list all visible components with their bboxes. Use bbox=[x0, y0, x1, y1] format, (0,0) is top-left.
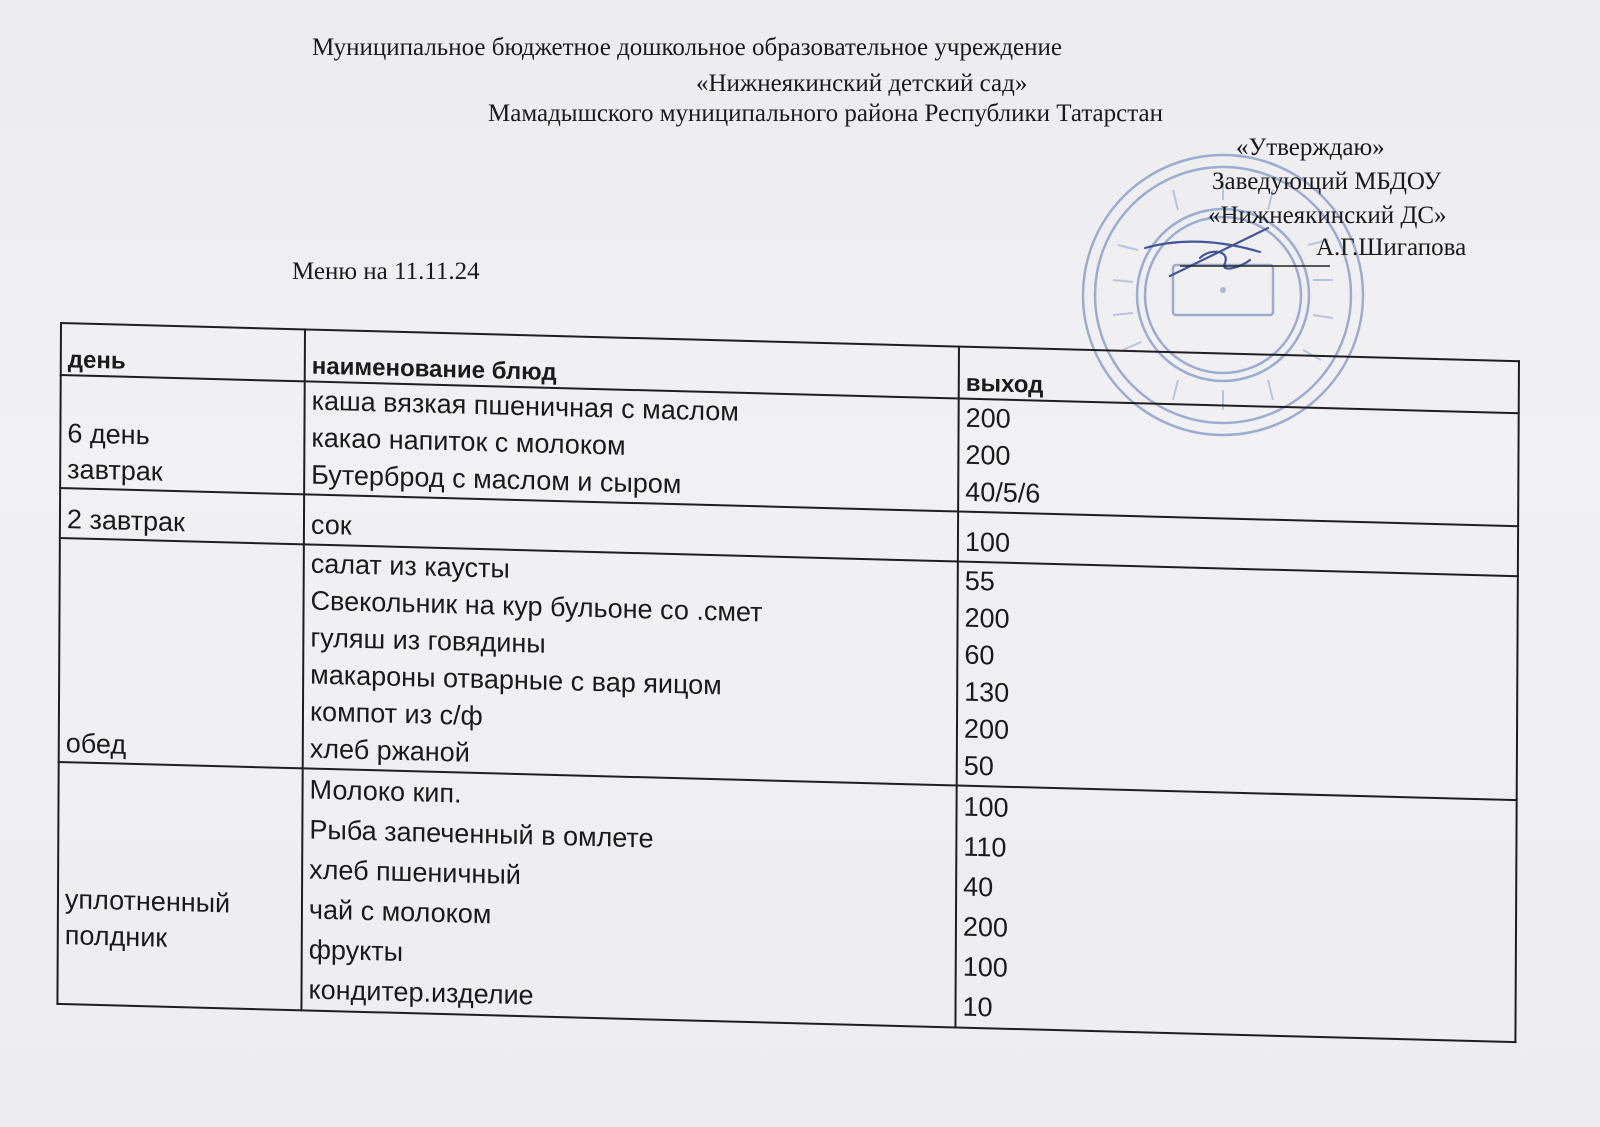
dish-name: фрукты bbox=[308, 934, 404, 967]
table-row bbox=[57, 762, 1516, 1042]
dish-cell bbox=[303, 544, 958, 785]
org-name-line2: «Нижнеякинский детский сад» bbox=[696, 70, 1028, 97]
dish-name: какао напиток с молоком bbox=[311, 422, 626, 461]
meal-label: завтрак bbox=[67, 454, 163, 487]
dish-output: 50 bbox=[963, 750, 994, 782]
dish-name: салат из каусты bbox=[310, 548, 510, 584]
meal-cell bbox=[60, 488, 304, 544]
dish-output: 55 bbox=[964, 565, 995, 597]
dish-cell bbox=[304, 381, 959, 511]
dish-name: каша вязкая пшеничная с маслом bbox=[311, 385, 740, 427]
dish-output: 100 bbox=[962, 951, 1008, 983]
org-name-line3: Мамадышского муниципального района Республики Татарстан bbox=[488, 100, 1163, 127]
meal-label: 2 завтрак bbox=[66, 504, 185, 538]
dish-output: 110 bbox=[963, 831, 1007, 863]
dish-name: чай с молоком bbox=[308, 894, 492, 930]
dish-output: 200 bbox=[962, 911, 1009, 943]
dish-name: сок bbox=[310, 509, 352, 541]
dish-name: Рыба запеченный в омлете bbox=[309, 814, 654, 854]
dish-name: макароны отварные с вар яицом bbox=[310, 659, 722, 701]
meal-cell bbox=[60, 375, 305, 494]
dish-output: 10 bbox=[962, 991, 993, 1023]
dish-name: кондитер.изделие bbox=[308, 974, 534, 1011]
dish-output: 200 bbox=[965, 402, 1011, 434]
dish-output: 100 bbox=[964, 526, 1011, 558]
approval-line1: «Утверждаю» bbox=[1236, 134, 1385, 161]
approval-line3: «Нижнеякинский ДС» bbox=[1208, 202, 1447, 229]
dish-output: 40 bbox=[963, 871, 994, 903]
output-cell bbox=[958, 399, 1519, 527]
header-dish-name: наименование блюд bbox=[305, 329, 959, 398]
dish-name: Свекольник на кур бульоне со .смет bbox=[310, 585, 763, 628]
output-cell bbox=[955, 785, 1516, 1042]
meal-label: 6 день bbox=[67, 418, 150, 451]
dish-output: 40/5/6 bbox=[965, 476, 1041, 509]
dish-cell bbox=[301, 768, 956, 1027]
dish-output: 130 bbox=[964, 676, 1010, 708]
meal-label: обед bbox=[65, 728, 127, 760]
menu-title: Меню на 11.11.24 bbox=[292, 258, 480, 285]
dish-name: Бутерброд с маслом и сыром bbox=[311, 459, 682, 500]
approval-line4: А.Г.Шигапова bbox=[1316, 234, 1467, 261]
header-output: выход bbox=[959, 347, 1519, 414]
dish-output: 100 bbox=[963, 791, 1009, 823]
meal-cell bbox=[59, 538, 304, 768]
menu-table bbox=[56, 322, 1520, 1043]
dish-name: хлеб пшеничный bbox=[309, 854, 521, 891]
dish-name: гуляш из говядины bbox=[310, 622, 546, 659]
meal-cell bbox=[57, 762, 302, 1010]
dish-output: 200 bbox=[963, 713, 1010, 745]
org-name-line1: Муниципальное бюджетное дошкольное образовательное учреждение bbox=[312, 34, 1062, 61]
meal-label: полдник bbox=[64, 920, 168, 953]
table-row bbox=[59, 538, 1518, 800]
approval-line2: Заведующий МБДОУ bbox=[1212, 168, 1442, 195]
dish-output: 200 bbox=[965, 439, 1011, 471]
dish-name: хлеб ржаной bbox=[309, 733, 470, 768]
handwritten-signature bbox=[1140, 218, 1330, 288]
meal-label: уплотненный bbox=[64, 884, 231, 919]
dish-output: 200 bbox=[964, 602, 1010, 634]
header-day: день bbox=[61, 323, 305, 381]
dish-output: 60 bbox=[964, 639, 995, 671]
dish-name: Молоко кип. bbox=[309, 774, 462, 809]
dish-name: компот из с/ф bbox=[309, 696, 483, 732]
output-cell bbox=[957, 562, 1518, 801]
